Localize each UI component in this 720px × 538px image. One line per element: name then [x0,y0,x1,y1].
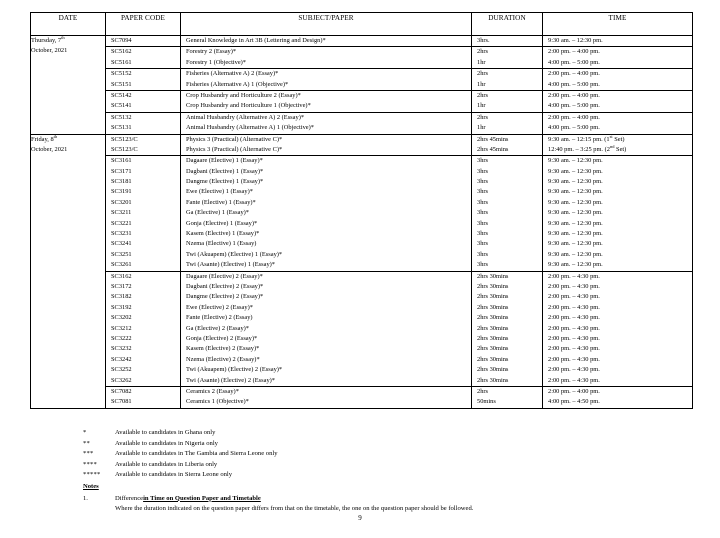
time-cell: 2:00 pm. – 4:00 pm. 4:00 pm. – 5:00 pm. [543,47,693,69]
note-title-plain: Difference [115,494,144,502]
note-number: 1. [83,494,88,502]
column-header-date: DATE [31,13,106,36]
paper-code-cell: SC5132 SC5131 [106,112,181,134]
paper-code-cell: SC7094 [106,36,181,47]
time-cell: 2:00 pm. – 4:00 pm. 4:00 pm. – 4:50 pm. [543,386,693,408]
footnote-text: Available to candidates in The Gambia and Sierra Leone only [115,450,278,458]
footnote-marker: ** [83,439,90,447]
note-title [115,494,692,505]
table-header-row [31,13,693,36]
table-body [31,36,693,409]
footnotes-block [30,428,692,515]
footnote-row [30,449,692,460]
time-cell: 9:30 am. – 12:30 pm. 9:30 am. – 12:30 pm. 9:30 am. – 12:30 pm. 9:30 am. – 12:30 pm. 9:30 am. – 12:30 pm. 9:30 am. – 12:30 pm. 9:30 am. – 12:30 pm. 9:30 am. – 12:30 pm. 9:30 am. – 12:30 pm. 9:30 am. – 12:30 pm. 9:30 am. – 12:30 pm. [543,156,693,271]
paper-code-cell: SC3162 SC3172 SC3182 SC3192 SC3202 SC3212 SC3222 SC3232 SC3242 SC3252 SC3262 [106,271,181,386]
footnote-row [30,439,692,450]
subject-cell: Forestry 2 (Essay)* Forestry 1 (Objective)* [181,47,472,69]
column-header-duration: DURATION [472,13,543,36]
note-body [115,494,692,515]
time-cell: 9:30 am. – 12:30 pm. [543,36,693,47]
duration-cell: 2hrs 1hr [472,112,543,134]
duration-cell: 2hrs 1hr [472,69,543,91]
exam-timetable [30,12,693,409]
table-row [31,36,693,47]
subject-cell: Ceramics 2 (Essay)* Ceramics 1 (Objective)* [181,386,472,408]
footnote-text: Available to candidates in Nigeria only [115,439,218,447]
footnote-list [30,428,692,481]
column-header-time: TIME [543,13,693,36]
footnote-row [30,470,692,481]
duration-cell: 2hrs 50mins [472,386,543,408]
paper-code-cell: SC3161 SC3171 SC3181 SC3191 SC3201 SC3211 SC3221 SC3231 SC3241 SC3251 SC3261 [106,156,181,271]
paper-code-cell: SC5162 SC5161 [106,47,181,69]
table-row [31,47,693,69]
time-cell: 2:00 pm. – 4:00 pm. 4:00 pm. – 5:00 pm. [543,112,693,134]
footnote-marker: * [83,429,87,436]
subject-cell: Animal Husbandry (Alternative A) 2 (Essay)* Animal Husbandry (Alternative A) 1 (Objective)* [181,112,472,134]
duration-cell: 2hrs 45mins 2hrs 45mins [472,134,543,156]
paper-code-cell: SC5142 SC5141 [106,90,181,112]
footnote-marker: *** [83,450,94,458]
paper-code-cell: SC5123/C SC5123/C [106,134,181,156]
table-header [31,13,693,36]
paper-code-cell: SC7082 SC7081 [106,386,181,408]
notes-heading: Notes [83,482,99,490]
table-row [31,134,693,156]
notes-list [30,494,692,515]
subject-cell: Crop Husbandry and Horticulture 2 (Essay)* Crop Husbandry and Horticulture 1 (Objective)* [181,90,472,112]
table-row [31,271,693,386]
duration-cell: 2hrs 1hr [472,90,543,112]
time-cell: 9:30 am. – 12:15 pm. (1st Set) 12:40 pm. – 3:25 pm. (2nd Set) [543,134,693,156]
table-row [31,69,693,91]
footnote-marker: **** [83,460,97,468]
time-cell: 2:00 pm. – 4:00 pm. 4:00 pm. – 5:00 pm. [543,90,693,112]
note-title-emphasis: in Time on Question Paper and Timetable [143,494,261,502]
footnote-marker: ***** [83,471,101,479]
note-item [30,494,692,515]
table-row [31,90,693,112]
footnote-row [30,460,692,471]
footnote-text: Available to candidates in Ghana only [115,429,216,436]
note-description: Where the duration indicated on the question paper differs from that on the timetable, the one on the question paper should be followed. [115,505,474,513]
paper-code-cell: SC5152 SC5151 [106,69,181,91]
footnote-text: Available to candidates in Sierra Leone only [115,471,233,479]
subject-cell: General Knowledge in Art 3B (Lettering and Design)* [181,36,472,47]
date-cell: Thursday, 7th October, 2021 [31,36,106,135]
footnote-row [30,428,692,439]
table-row [31,386,693,408]
time-cell: 2:00 pm. – 4:30 pm. 2:00 pm. – 4:30 pm. 2:00 pm. – 4:30 pm. 2:00 pm. – 4:30 pm. 2:00 pm. – 4:30 pm. 2:00 pm. – 4:30 pm. 2:00 pm. – 4:30 pm. 2:00 pm. – 4:30 pm. 2:00 pm. – 4:30 pm. 2:00 pm. – 4:30 pm. 2:00 pm. – 4:30 pm. [543,271,693,386]
footnote-text: Available to candidates in Liberia only [115,460,218,468]
subject-cell: Dagaare (Elective) 1 (Essay)* Dagbani (Elective) 1 (Essay)* Dangme (Elective) 1 (Essay)* Ewe (Elective) 1 (Essay)* Fante (Elective) 1 (Essay)* Ga (Elective) 1 (Essay)* Gonja (Elective) 1 (Essay)* Kasem (Elective) 1 (Essay)* Nzema (Elective) 1 (Essay) Twi (Akuapem) (Elective) 1 (Essay)* Twi (Asante) (Elective) 1 (Essay)* [181,156,472,271]
subject-cell: Fisheries (Alternative A) 2 (Essay)* Fisheries (Alternative A) 1 (Objective)* [181,69,472,91]
duration-cell: 2hrs 1hr [472,47,543,69]
subject-cell: Physics 3 (Practical) (Alternative C)* Physics 3 (Practical) (Alternative C)* [181,134,472,156]
date-cell: Friday, 8th October, 2021 [31,134,106,408]
table-row [31,156,693,271]
duration-cell: 2hrs 30mins 2hrs 30mins 2hrs 30mins 2hrs 30mins 2hrs 30mins 2hrs 30mins 2hrs 30mins 2hrs 30mins 2hrs 30mins 2hrs 30mins 2hrs 30mins [472,271,543,386]
table-row [31,112,693,134]
duration-cell: 3hrs 3hrs 3hrs 3hrs 3hrs 3hrs 3hrs 3hrs 3hrs 3hrs 3hrs [472,156,543,271]
column-header-subject: SUBJECT/PAPER [181,13,472,36]
subject-cell: Dagaare (Elective) 2 (Essay)* Dagbani (Elective) 2 (Essay)* Dangme (Elective) 2 (Essay)* Ewe (Elective) 2 (Essay)* Fante (Elective) 2 (Essay) Ga (Elective) 2 (Essay)* Gonja (Elective) 2 (Essay)* Kasem (Elective) 2 (Essay)* Nzema (Elective) 2 (Essay)* Twi (Akuapem) (Elective) 2 (Essay)* Twi (Asante) (Elective) 2 (Essay)* [181,271,472,386]
page-number: 9 [358,514,362,522]
duration-cell: 3hrs. [472,36,543,47]
column-header-paper-code: PAPER CODE [106,13,181,36]
time-cell: 2:00 pm. – 4:00 pm. 4:00 pm. – 5:00 pm. [543,69,693,91]
